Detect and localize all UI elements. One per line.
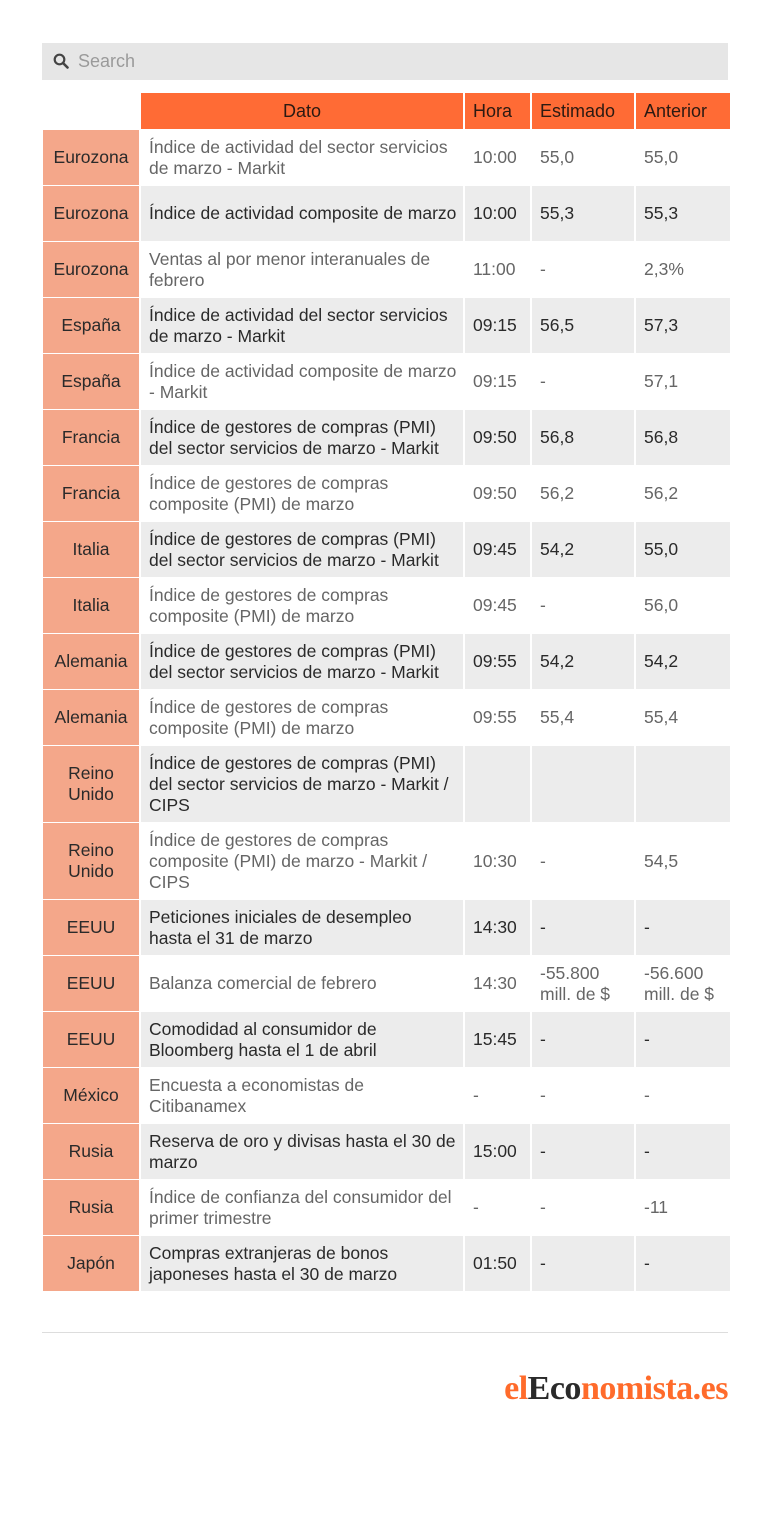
estimado-cell: - (532, 353, 634, 409)
dato-cell: Índice de gestores de compras (PMI) del sector servicios de marzo - Markit (141, 409, 463, 465)
estimado-cell: 56,8 (532, 409, 634, 465)
header-hora[interactable]: Hora (465, 93, 530, 129)
anterior-cell: 56,8 (636, 409, 730, 465)
table-row (43, 1179, 730, 1235)
anterior-cell: 55,0 (636, 129, 730, 185)
anterior-cell: - (636, 1235, 730, 1291)
country-cell: Eurozona (43, 129, 139, 185)
estimado-cell: 54,2 (532, 521, 634, 577)
hora-cell: 09:50 (465, 409, 530, 465)
anterior-cell: 56,0 (636, 577, 730, 633)
hora-cell: 09:15 (465, 353, 530, 409)
country-cell: Italia (43, 577, 139, 633)
country-cell: España (43, 353, 139, 409)
dato-cell: Índice de gestores de compras (PMI) del sector servicios de marzo - Markit / CIPS (141, 745, 463, 822)
anterior-cell: 55,0 (636, 521, 730, 577)
estimado-cell: 56,2 (532, 465, 634, 521)
table-row (43, 521, 730, 577)
dato-cell: Índice de gestores de compras composite (PMI) de marzo (141, 689, 463, 745)
dato-cell: Índice de actividad composite de marzo - Markit (141, 353, 463, 409)
hora-cell: 09:55 (465, 689, 530, 745)
search-input[interactable] (78, 43, 718, 80)
table-row (43, 1123, 730, 1179)
table-row (43, 185, 730, 241)
search-icon (53, 53, 69, 69)
dato-cell: Índice de gestores de compras composite (PMI) de marzo - Markit / CIPS (141, 822, 463, 899)
table-header-row (43, 93, 730, 129)
hora-cell: - (465, 1067, 530, 1123)
table-row (43, 465, 730, 521)
estimado-cell: - (532, 822, 634, 899)
estimado-cell: - (532, 1011, 634, 1067)
dato-cell: Encuesta a economistas de Citibanamex (141, 1067, 463, 1123)
anterior-cell: 55,3 (636, 185, 730, 241)
anterior-cell: 57,1 (636, 353, 730, 409)
country-cell: EEUU (43, 899, 139, 955)
country-cell: EEUU (43, 1011, 139, 1067)
anterior-cell: 54,5 (636, 822, 730, 899)
dato-cell: Índice de gestores de compras composite (PMI) de marzo (141, 465, 463, 521)
header-estimado[interactable]: Estimado (532, 93, 634, 129)
hora-cell: 11:00 (465, 241, 530, 297)
dato-cell: Índice de gestores de compras (PMI) del sector servicios de marzo - Markit (141, 633, 463, 689)
dato-cell: Balanza comercial de febrero (141, 955, 463, 1011)
anterior-cell: -56.600 mill. de $ (636, 955, 730, 1011)
anterior-cell: 54,2 (636, 633, 730, 689)
footer-divider (42, 1332, 728, 1333)
estimado-cell: - (532, 1067, 634, 1123)
hora-cell: 09:45 (465, 521, 530, 577)
hora-cell: 10:00 (465, 129, 530, 185)
header-dato[interactable]: Dato (141, 93, 463, 129)
table-row (43, 689, 730, 745)
table-row (43, 1235, 730, 1291)
country-cell: Alemania (43, 689, 139, 745)
logo-part-el: el (504, 1370, 528, 1407)
country-cell: Francia (43, 409, 139, 465)
anterior-cell: 55,4 (636, 689, 730, 745)
dato-cell: Índice de gestores de compras composite (PMI) de marzo (141, 577, 463, 633)
header-anterior[interactable]: Anterior (636, 93, 730, 129)
table-row (43, 129, 730, 185)
table-row (43, 745, 730, 822)
hora-cell (465, 745, 530, 822)
table-row (43, 899, 730, 955)
estimado-cell (532, 745, 634, 822)
hora-cell: 10:00 (465, 185, 530, 241)
country-cell: España (43, 297, 139, 353)
anterior-cell: - (636, 899, 730, 955)
estimado-cell: - (532, 899, 634, 955)
dato-cell: Índice de actividad del sector servicios de marzo - Markit (141, 129, 463, 185)
table-row (43, 353, 730, 409)
table-row (43, 633, 730, 689)
anterior-cell: - (636, 1123, 730, 1179)
logo-part-nomista: nomista.es (580, 1370, 728, 1407)
table-row (43, 577, 730, 633)
header-empty (43, 93, 139, 129)
dato-cell: Comodidad al consumidor de Bloomberg hasta el 1 de abril (141, 1011, 463, 1067)
dato-cell: Índice de confianza del consumidor del primer trimestre (141, 1179, 463, 1235)
country-cell: Eurozona (43, 185, 139, 241)
anterior-cell: 2,3% (636, 241, 730, 297)
estimado-cell: - (532, 1179, 634, 1235)
estimado-cell: - (532, 241, 634, 297)
dato-cell: Índice de actividad composite de marzo (141, 185, 463, 241)
estimado-cell: - (532, 577, 634, 633)
country-cell: Italia (43, 521, 139, 577)
country-cell: Alemania (43, 633, 139, 689)
hora-cell: 10:30 (465, 822, 530, 899)
table-row (43, 822, 730, 899)
table-row (43, 297, 730, 353)
logo-part-eco: Eco (527, 1370, 581, 1407)
data-table (41, 93, 732, 1291)
dato-cell: Índice de gestores de compras (PMI) del sector servicios de marzo - Markit (141, 521, 463, 577)
search-bar[interactable] (42, 43, 728, 80)
hora-cell: 09:50 (465, 465, 530, 521)
estimado-cell: 54,2 (532, 633, 634, 689)
table-row (43, 955, 730, 1011)
hora-cell: - (465, 1179, 530, 1235)
country-cell: EEUU (43, 955, 139, 1011)
country-cell: Reino Unido (43, 745, 139, 822)
country-cell: Rusia (43, 1179, 139, 1235)
country-cell: Japón (43, 1235, 139, 1291)
table-row (43, 1011, 730, 1067)
estimado-cell: 55,4 (532, 689, 634, 745)
country-cell: Eurozona (43, 241, 139, 297)
hora-cell: 14:30 (465, 955, 530, 1011)
estimado-cell: -55.800 mill. de $ (532, 955, 634, 1011)
country-cell: Rusia (43, 1123, 139, 1179)
table-row (43, 1067, 730, 1123)
eleconomista-logo[interactable] (504, 1370, 728, 1408)
dato-cell: Peticiones iniciales de desempleo hasta el 31 de marzo (141, 899, 463, 955)
dato-cell: Compras extranjeras de bonos japoneses hasta el 30 de marzo (141, 1235, 463, 1291)
estimado-cell: - (532, 1123, 634, 1179)
country-cell: Reino Unido (43, 822, 139, 899)
dato-cell: Reserva de oro y divisas hasta el 30 de marzo (141, 1123, 463, 1179)
hora-cell: 09:15 (465, 297, 530, 353)
anterior-cell: -11 (636, 1179, 730, 1235)
hora-cell: 15:00 (465, 1123, 530, 1179)
estimado-cell: 56,5 (532, 297, 634, 353)
anterior-cell: 57,3 (636, 297, 730, 353)
country-cell: Francia (43, 465, 139, 521)
dato-cell: Índice de actividad del sector servicios de marzo - Markit (141, 297, 463, 353)
estimado-cell: 55,3 (532, 185, 634, 241)
country-cell: México (43, 1067, 139, 1123)
anterior-cell: 56,2 (636, 465, 730, 521)
table-row (43, 409, 730, 465)
dato-cell: Ventas al por menor interanuales de febrero (141, 241, 463, 297)
anterior-cell: - (636, 1011, 730, 1067)
anterior-cell (636, 745, 730, 822)
hora-cell: 09:55 (465, 633, 530, 689)
hora-cell: 15:45 (465, 1011, 530, 1067)
hora-cell: 01:50 (465, 1235, 530, 1291)
estimado-cell: - (532, 1235, 634, 1291)
table-row (43, 241, 730, 297)
estimado-cell: 55,0 (532, 129, 634, 185)
hora-cell: 14:30 (465, 899, 530, 955)
hora-cell: 09:45 (465, 577, 530, 633)
anterior-cell: - (636, 1067, 730, 1123)
